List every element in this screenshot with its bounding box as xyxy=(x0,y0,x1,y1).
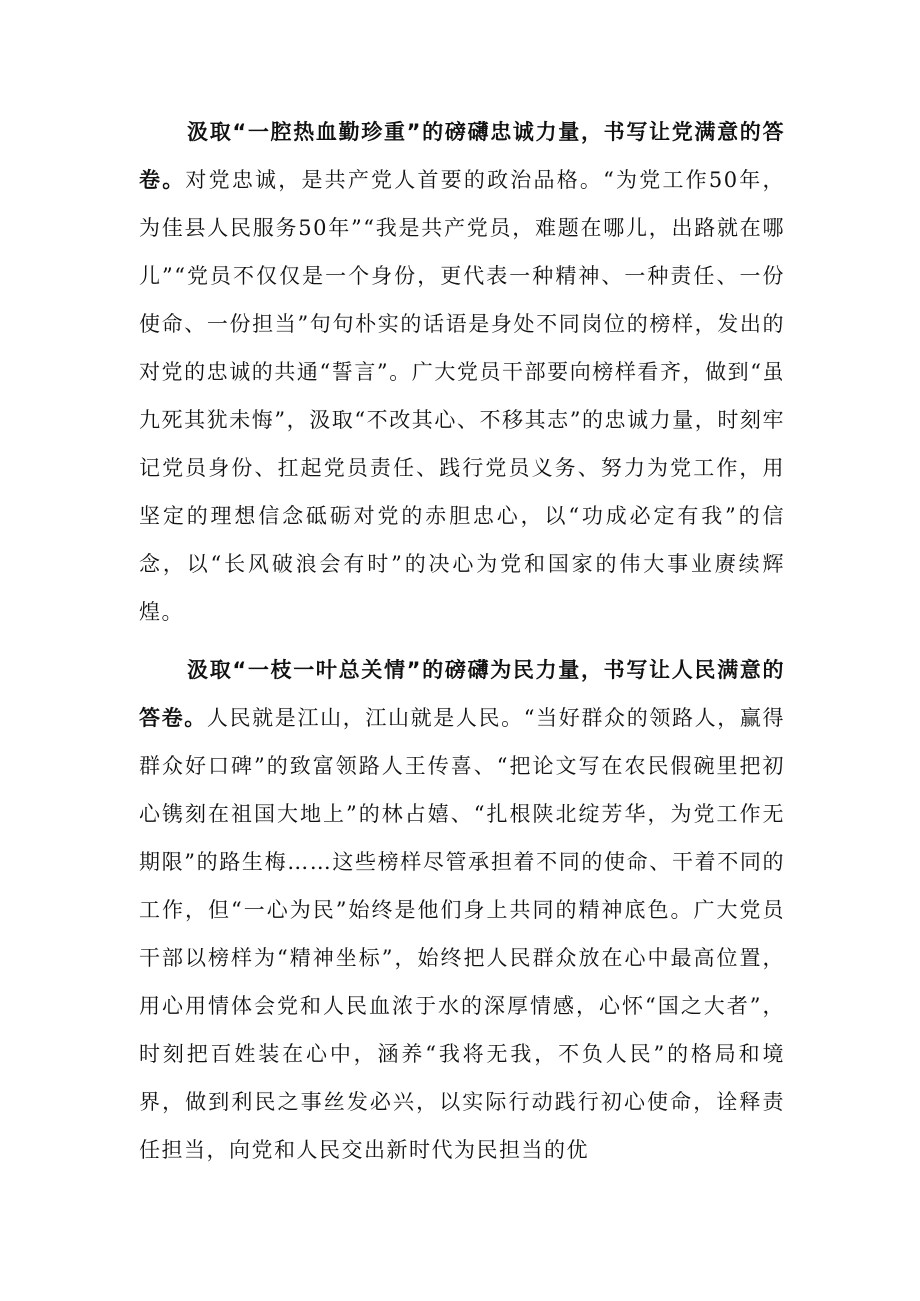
paragraph-loyalty xyxy=(139,108,785,636)
paragraph-body: 人民就是江山，江山就是人民。“当好群众的领路人，赢得群众好口碑”的致富领路人王传喜、“把论文写在农民假碗里把初心镌刻在祖国大地上”的林占嬉、“扎根陕北绽芳华，为党工作无期限”的路生梅……这些榜样尽管承担着不同的使命、干着不同的工作，但“一心为民”始终是他们身上共同的精神底色。广大党员干部以榜样为“精神坐标”，始终把人民群众放在心中最高位置，用心用情体会党和人民血浓于水的深厚情感，心怀“国之大者”，时刻把百姓装在心中，涵养“我将无我，不负人民”的格局和境界，做到利民之事丝发必兴，以实际行动践行初心使命，诠释责任担当，向党和人民交出新时代为民担当的优 xyxy=(139,706,786,1162)
paragraph-text xyxy=(139,646,785,1174)
paragraph-heading: 汲取“一枝一叶总关情”的磅礴为民力量，书写让人民满意的答卷。 xyxy=(139,658,785,730)
paragraph-body: 对党忠诚，是共产党人首要的政治品格。“为党工作50年，为佳县人民服务50年”“我是共产党员，难题在哪儿，出路就在哪儿”“党员不仅仅是一个身份，更代表一种精神、一种责任、一份使命、一份担当”句句朴实的话语是身处不同岗位的榜样，发出的对党的忠诚的共通“誓言”。广大党员干部要向榜样看齐，做到“虽九死其犹未悔”，汲取“不改其心、不移其志”的忠诚力量，时刻牢记党员身份、扛起党员责任、践行党员义务、努力为党工作，用坚定的理想信念砥砺对党的赤胆忠心，以“功成必定有我”的信念，以“长风破浪会有时”的决心为党和国家的伟大事业赓续辉煌。 xyxy=(139,168,785,624)
paragraph-heading: 汲取“一腔热血勤珍重”的磅礴忠诚力量，书写让党满意的答卷。 xyxy=(139,120,785,192)
paragraph-people xyxy=(139,646,785,1174)
paragraph-text xyxy=(139,108,785,636)
